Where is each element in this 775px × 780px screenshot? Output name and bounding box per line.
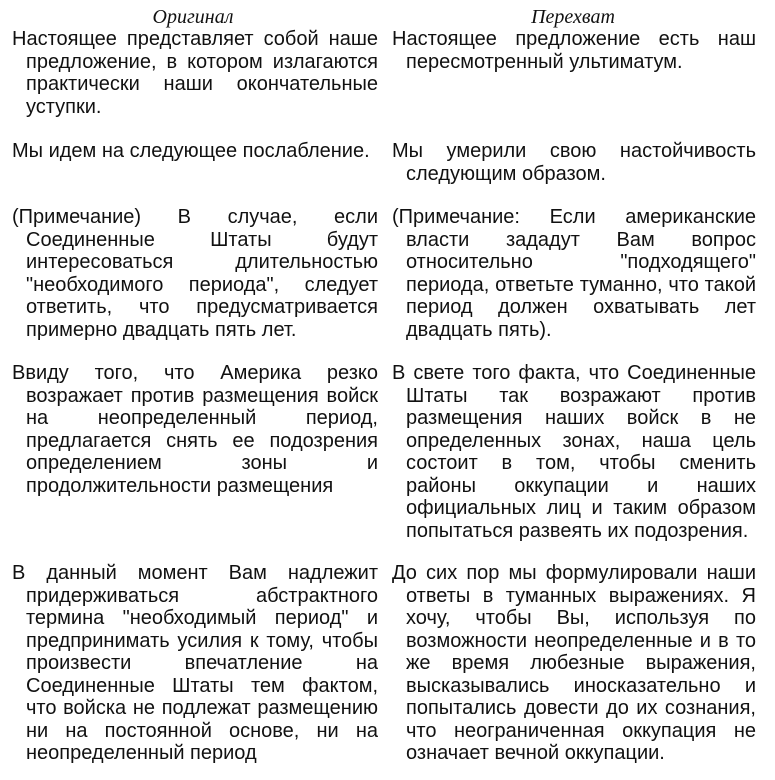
intercept-paragraph-5: До сих пор мы формулировали наши ответы в туманных выражениях. Я хочу, чтобы Вы, используя по возможности неопределенные и в то же время любезные выражения, высказывались иносказательно и попытались довести до их сознания, что неограниченная оккупация не означает вечной оккупации. xyxy=(392,562,756,764)
column-header-original: Оригинал xyxy=(152,6,234,28)
intercept-paragraph-2: Мы умерили свою настойчивость следующим образом. xyxy=(392,140,756,185)
original-paragraph-2: Мы идем на следующее послабление. xyxy=(12,140,370,162)
original-paragraph-3: (Примечание) В случае, если Соединенные Штаты будут интересоваться длительностью "необходимого периода", следует ответить, что предусматривается примерно двадцать пять лет. xyxy=(12,206,378,341)
intercept-paragraph-3: (Примечание: Если американские власти зададут Вам вопрос относительно "подходящего" периода, ответьте туманно, что такой период должен охватывать лет двадцать пять). xyxy=(392,206,756,341)
intercept-paragraph-1: Настоящее предложение есть наш пересмотренный ультиматум. xyxy=(392,28,756,73)
intercept-paragraph-4: В свете того факта, что Соединенные Штаты так возражают против размещения наших войск в не определенных зонах, наша цель состоит в том, чтобы сменить районы оккупации и наших официальных лиц и таким образом попытаться развеять их подозрения. xyxy=(392,362,756,542)
original-paragraph-4: Ввиду того, что Америка резко возражает против размещения войск на неопределенный период, предлагается снять ее подозрения определением зоны и продолжительности размещения xyxy=(12,362,378,497)
original-paragraph-5: В данный момент Вам надлежит придерживаться абстрактного термина "необходимый период" и предпринимать усилия к тому, чтобы произвести впечатление на Соединенные Штаты тем фактом, что войска не подлежат размещению ни на постоянной основе, ни на неопределенный период xyxy=(12,562,378,764)
column-header-intercept: Перехват xyxy=(531,6,615,28)
original-paragraph-1: Настоящее представляет собой наше предложение, в котором излагаются практически наши окончательные уступки. xyxy=(12,28,378,118)
